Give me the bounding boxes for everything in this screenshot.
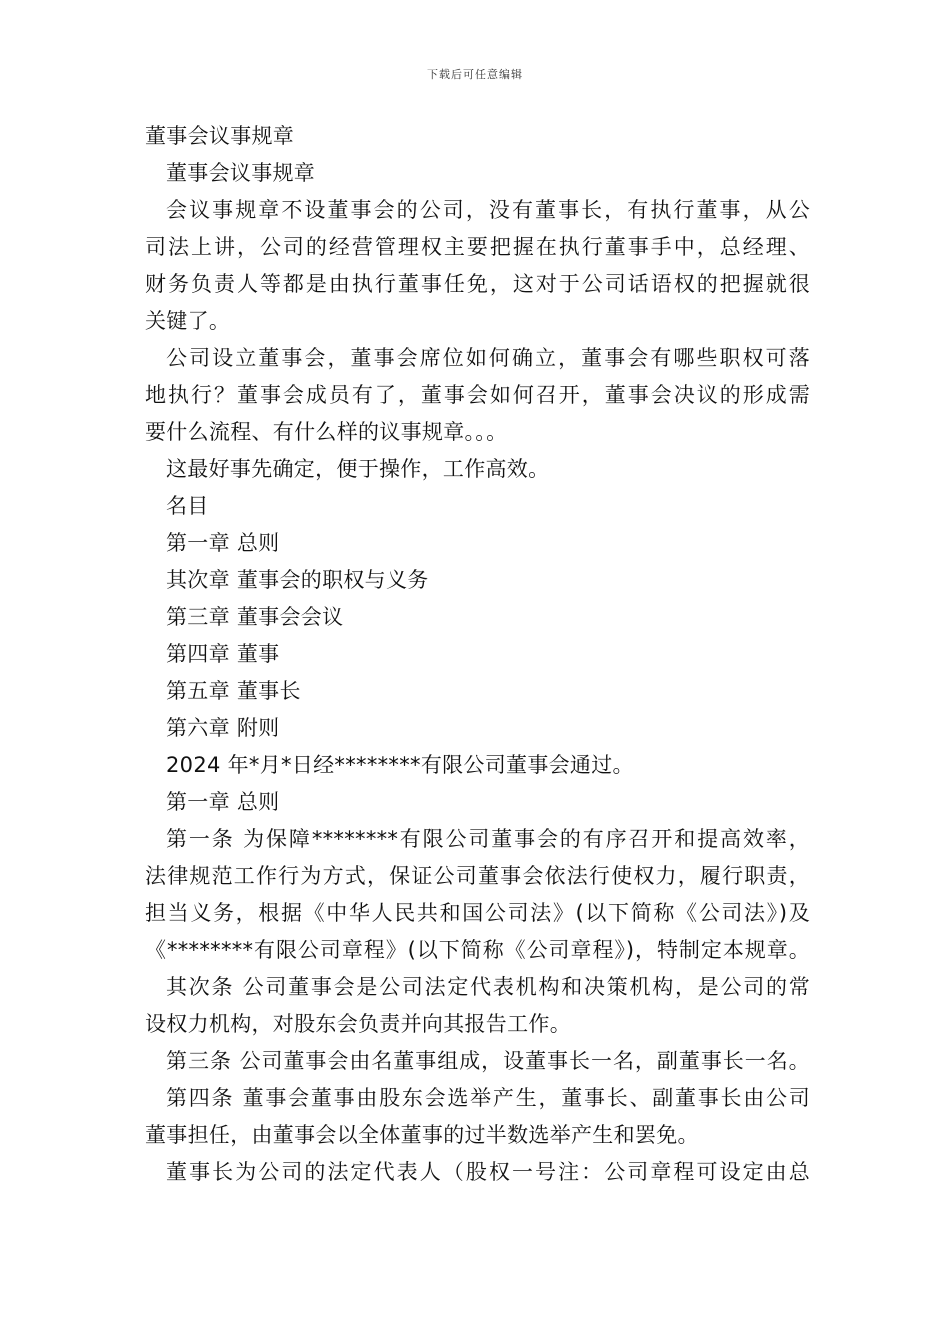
text-line: 财务负责人等都是由执行董事任免，这对于公司话语权的把握就很 [145, 272, 810, 296]
page-header-note: 下载后可任意编辑 [427, 68, 523, 81]
text-line: 关键了。 [145, 309, 231, 333]
text-line: 要什么流程、有什么样的议事规章。。。 [145, 420, 508, 444]
toc-heading: 名目 [166, 494, 209, 518]
text-line: 《********有限公司章程》(以下简称《公司章程》)，特制定本规章。 [145, 938, 810, 962]
text-line: 第一条 为保障********有限公司董事会的有序召开和提高效率， [166, 827, 810, 851]
text-line: 第三条 公司董事会由名董事组成，设董事长一名，副董事长一名。 [166, 1049, 810, 1073]
text-line: 董事长为公司的法定代表人（股权一号注：公司章程可设定由总 [166, 1160, 810, 1184]
text-line: 其次条 公司董事会是公司法定代表机构和决策机构，是公司的常 [166, 975, 810, 999]
text-line: 会议事规章不设董事会的公司，没有董事长，有执行董事，从公 [166, 198, 810, 222]
text-line: 司法上讲，公司的经营管理权主要把握在执行董事手中，总经理、 [145, 235, 810, 259]
document-title: 董事会议事规章 [145, 124, 295, 148]
document-subtitle: 董事会议事规章 [166, 161, 316, 185]
text-line: 第四条 董事会董事由股东会选举产生，董事长、副董事长由公司 [166, 1086, 810, 1110]
text-line: 公司设立董事会，董事会席位如何确立，董事会有哪些职权可落 [166, 346, 810, 370]
text-line: 设权力机构，对股东会负责并向其报告工作。 [145, 1012, 571, 1036]
chapter-heading: 第一章 总则 [166, 790, 280, 814]
text-line: 担当义务，根据《中华人民共和国公司法》(以下简称《公司法》)及 [145, 901, 810, 925]
toc-item: 第三章 董事会会议 [166, 605, 344, 629]
toc-item: 第一章 总则 [166, 531, 280, 555]
document-body [145, 118, 810, 1191]
toc-item: 第六章 附则 [166, 716, 280, 740]
toc-item: 其次章 董事会的职权与义务 [166, 568, 429, 592]
toc-item: 第五章 董事长 [166, 679, 301, 703]
text-line: 地执行？董事会成员有了，董事会如何召开，董事会决议的形成需 [145, 383, 810, 407]
text-line: 法律规范工作行为方式，保证公司董事会依法行使权力，履行职责， [145, 864, 810, 888]
text-line: 董事担任，由董事会以全体董事的过半数选举产生和罢免。 [145, 1123, 699, 1147]
text-line: 这最好事先确定，便于操作，工作高效。 [166, 457, 550, 481]
approval-note: 2024 年*月*日经********有限公司董事会通过。 [166, 753, 634, 777]
toc-item: 第四章 董事 [166, 642, 280, 666]
